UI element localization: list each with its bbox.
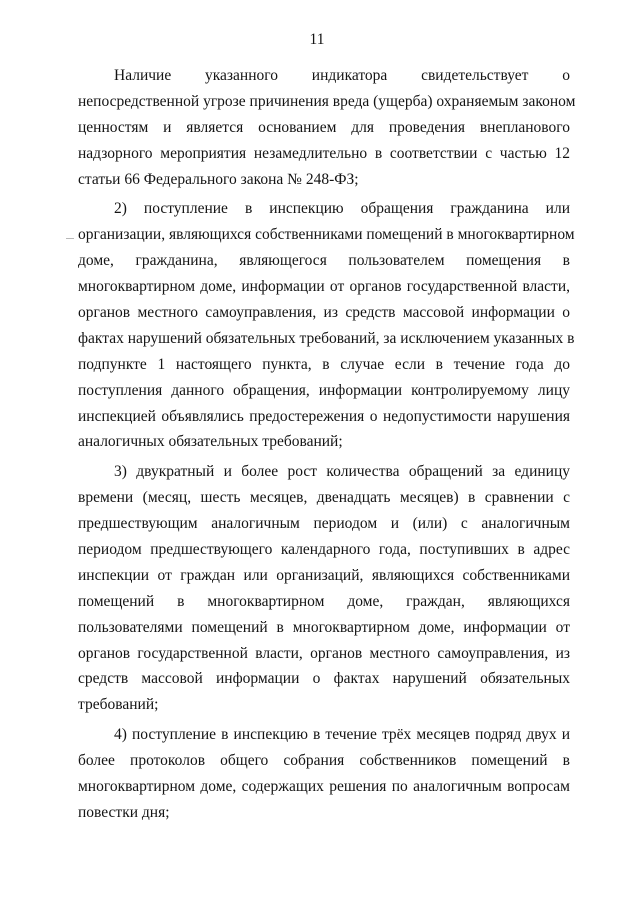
page-number: 11 (309, 31, 325, 48)
text-line: инспекцией объявлялись предостережения о недопустимости нарушения (78, 407, 570, 425)
text-line: организации, являющихся собственниками помещений в многоквартирном (78, 226, 575, 244)
text-line: поступления данного обращения, информации контролируемому лицу (78, 381, 570, 399)
paragraph-indicator-note (78, 63, 576, 192)
text-line: надзорного мероприятия незамедлительно в соответствии с частью 12 (78, 144, 570, 162)
text-line: 2) поступление в инспекцию обращения гражданина или (114, 200, 570, 218)
text-line: более протоколов общего собрания собственников помещений в (78, 752, 570, 770)
text-line: предшествующим аналогичным периодом и (или) с аналогичным (78, 515, 570, 533)
text-line: 3) двукратный и более рост количества обращений за единицу (114, 463, 570, 481)
text-line: средств массовой информации о фактах нарушений обязательных (78, 670, 570, 688)
text-line: периодом предшествующего календарного года, поступивших в адрес (78, 541, 570, 559)
text-line: органов государственной власти, органов местного самоуправления, из (78, 644, 570, 662)
text-line: ценностям и является основанием для проведения внепланового (78, 118, 570, 136)
text-line: требований; (78, 696, 159, 714)
text-line: подпункте 1 настоящего пункта, в случае если в течение года до (78, 355, 570, 373)
text-line: инспекции от граждан или организаций, являющихся собственниками (78, 566, 570, 584)
margin-mark (66, 238, 74, 239)
text-line: непосредственной угрозе причинения вреда (ущерба) охраняемым законом (78, 92, 576, 110)
text-line: многоквартирном доме, содержащих решения по аналогичным вопросам (78, 778, 570, 796)
text-line: аналогичных обязательных требований; (78, 433, 343, 451)
document-body (78, 63, 576, 826)
text-line: Наличие указанного индикатора свидетельствует о (114, 67, 570, 84)
paragraph-item-3 (78, 459, 570, 718)
text-line: доме, гражданина, являющегося пользователем помещения в (78, 252, 570, 270)
text-line: времени (месяц, шесть месяцев, двенадцать месяцев) в сравнении с (78, 489, 570, 507)
text-line: 4) поступление в инспекцию в течение трёх месяцев подряд двух и (114, 726, 570, 744)
text-line: помещений в многоквартирном доме, граждан, являющихся (78, 592, 570, 610)
text-line: пользователями помещений в многоквартирном доме, информации от (78, 618, 570, 636)
text-line: повестки дня; (78, 803, 170, 821)
text-line: фактах нарушений обязательных требований, за исключением указанных в (78, 329, 575, 347)
paragraph-item-4 (78, 722, 570, 826)
text-line: органов местного самоуправления, из средств массовой информации о (78, 304, 570, 322)
text-line: статьи 66 Федерального закона № 248-ФЗ; (78, 170, 359, 188)
text-line: многоквартирном доме, информации от органов государственной власти, (78, 278, 570, 296)
paragraph-item-2 (78, 196, 575, 455)
